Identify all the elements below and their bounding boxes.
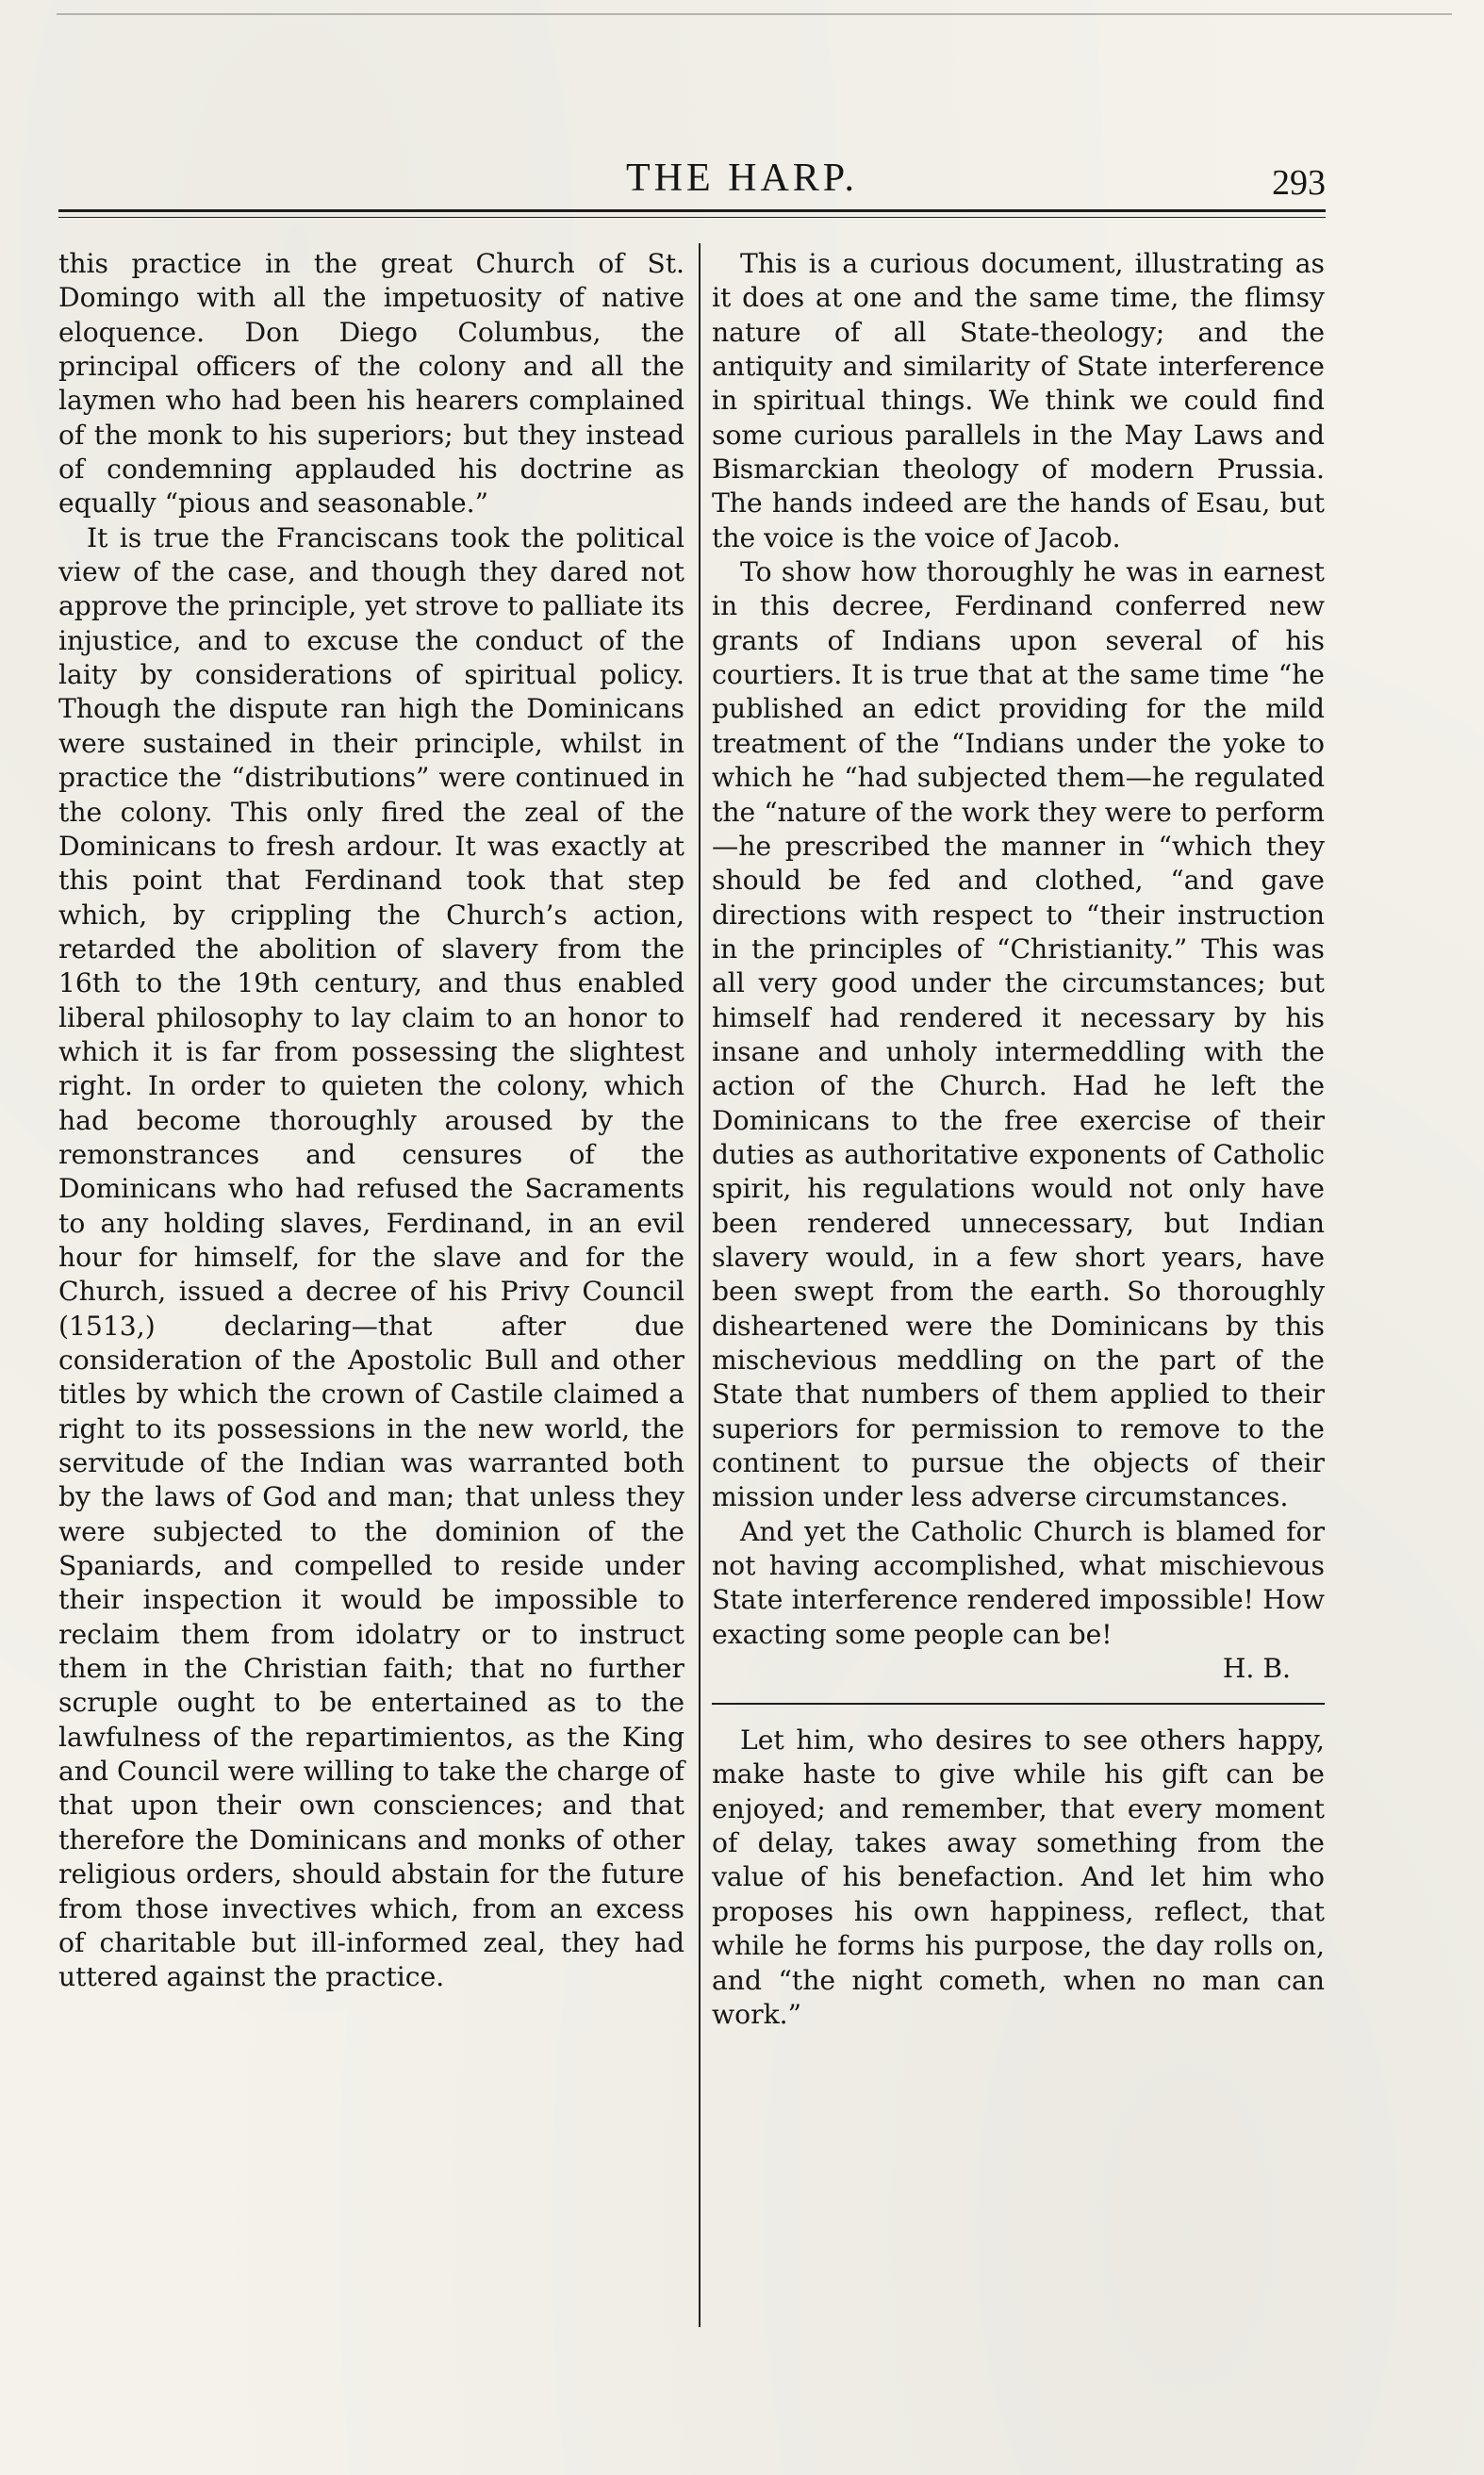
page-number: 293 xyxy=(1272,163,1326,203)
top-edge-rule xyxy=(57,13,1452,15)
right-paragraph-3: And yet the Catholic Church is blamed for not having accomplished, what mischievous State interference rendered impossible! How exacting some people can be! xyxy=(712,1515,1325,1650)
left-paragraph-1: this practice in the great Church of St. Domingo with all the impetuosity of native eloquence. Don Diego Columbus, the principal officers of the colony and all the laymen who had been his hearers complained of the monk to his superiors; but they instead of condemning applauded his doctrine as equally “pious and seasonable.” xyxy=(58,248,684,520)
column-divider xyxy=(699,243,701,2327)
left-column xyxy=(58,247,684,1995)
second-article-paragraph: Let him, who desires to see others happy, make haste to give while his gift can be enjoyed; and remember, that every moment of delay, takes away something from the value of his benefaction. And let him who proposes his own happiness, reflect, that while he forms his purpose, the day rolls on, and “the night cometh, when no man can work.” xyxy=(712,1724,1325,2030)
header-double-rule xyxy=(58,209,1326,218)
right-column xyxy=(712,247,1325,2032)
article-divider xyxy=(712,1703,1325,1705)
right-paragraph-1: This is a curious document, illustrating as it does at one and the same time, the flimsy nature of all State-theology; and the antiquity and similarity of State interference in spiritual things. We think we could find some curious parallels in the May Laws and Bismarckian theology of modern Prussia. The hands indeed are the hands of Esau, but the voice is the voice of Jacob. xyxy=(712,248,1325,553)
right-paragraph-2: To show how thoroughly he was in earnest in this decree, Ferdinand conferred new grants of Indians upon several of his courtiers. It is true that at the same time “he published an edict providing for the mild treatment of the “Indians under the yoke to which he “had subjected them—he regulated the “nature of the work they were to perform—he prescribed the manner in “which they should be fed and clothed, “and gave directions with respect to “their instruction in the principles of “Christianity.” This was all very good under the circumstances; but himself had rendered it necessary by his insane and unholy intermeddling with the action of the Church. Had he left the Dominicans to the free exercise of their duties as authoritative exponents of Catholic spirit, his regulations would not only have been rendered unnecessary, but Indian slavery would, in a few short years, have been swept from the earth. So thoroughly disheartened were the Dominicans by this mischevious meddling on the part of the State that numbers of them applied to their superiors for permission to remove to the continent to pursue the objects of their mission under less adverse circumstances. xyxy=(712,556,1325,1513)
left-paragraph-2: It is true the Franciscans took the political view of the case, and though they dared not approve the principle, yet strove to palliate its injustice, and to excuse the conduct of the laity by considerations of spiritual policy. Though the dispute ran high the Dominicans were sustained in their principle, whilst in practice the “distributions” were continued in the colony. This only fired the zeal of the Dominicans to fresh ardour. It was exactly at this point that Ferdinand took that step which, by crippling the Church’s action, retarded the abolition of slavery from the 16th to the 19th century, and thus enabled liberal philosophy to lay claim to an honor to which it is far from possessing the slightest right. In order to quieten the colony, which had become thoroughly aroused by the remonstrances and censures of the Dominicans who had refused the Sacraments to any holding slaves, Ferdinand, in an evil hour for himself, for the slave and for the Church, issued a decree of his Privy Council (1513,) declaring—that after due consideration of the Apostolic Bull and other titles by which the crown of Castile claimed a right to its possessions in the new world, the servitude of the Indian was warranted both by the laws of God and man; that unless they were subjected to the dominion of the Spaniards, and compelled to reside under their inspection it would be impossible to reclaim them from idolatry or to instruct them in the Christian faith; that no further scruple ought to be entertained as to the lawfulness of the repartimientos, as the King and Council were willing to take the charge of that upon their own consciences; and that therefore the Dominicans and monks of other religious orders, should abstain for the future from those invectives which, from an excess of charitable but ill-informed zeal, they had uttered against the practice. xyxy=(58,521,684,1993)
author-signature: H. B. xyxy=(1222,1653,1291,1685)
running-title: THE HARP. xyxy=(625,157,859,200)
